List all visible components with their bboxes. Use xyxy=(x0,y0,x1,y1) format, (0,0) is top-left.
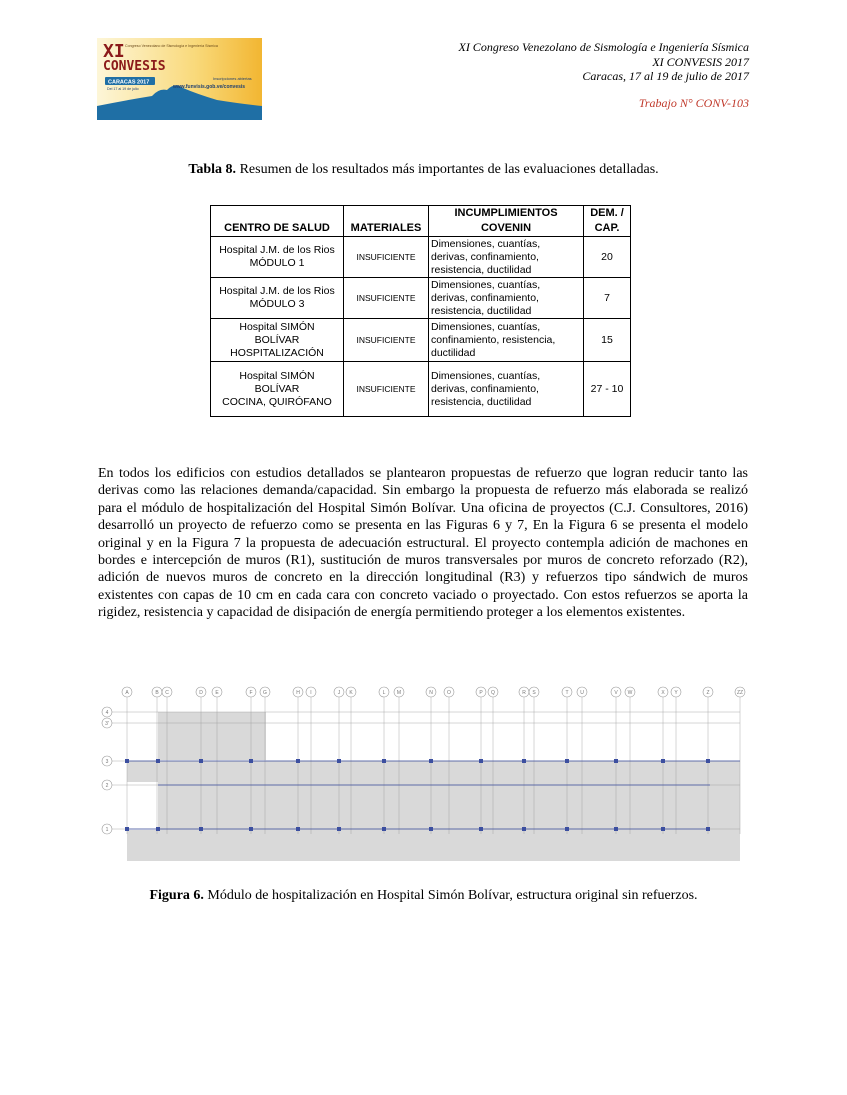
grid-column-label: F xyxy=(249,690,253,696)
grid-column-label: C xyxy=(165,690,169,696)
grid-column-label: Y xyxy=(674,690,678,696)
grid-column-label: N xyxy=(429,690,433,696)
column xyxy=(249,827,253,831)
logo-name: CONVESIS xyxy=(103,59,166,74)
column xyxy=(479,759,483,763)
grid-column-label: K xyxy=(349,690,353,696)
grid-column-label: J xyxy=(337,690,341,696)
logo-dates: Del 17 al 19 de julio xyxy=(107,87,139,91)
grid-column-label: M xyxy=(396,690,402,696)
centro-line: Hospital J.M. de los Rios xyxy=(219,244,335,256)
figure-caption-text: Módulo de hospitalización en Hospital Simón Bolívar, estructura original sin refuerzos. xyxy=(203,888,698,903)
column xyxy=(522,827,526,831)
cell-dem-cap: 15 xyxy=(584,319,631,362)
column xyxy=(429,827,433,831)
centro-line: COCINA, QUIRÓFANO xyxy=(222,395,332,408)
table-caption-text: Resumen de los resultados más importantes de las evaluaciones detalladas. xyxy=(236,162,659,177)
grid-column-label: I xyxy=(310,690,312,696)
grid-column-label: S xyxy=(532,690,536,696)
column xyxy=(156,827,160,831)
inc-line: derivas, confinamiento, xyxy=(431,291,539,304)
centro-line: Hospital SIMÓN xyxy=(239,320,315,333)
logo-registration: Inscripciones abiertas xyxy=(213,76,252,81)
figure-caption xyxy=(0,888,847,904)
congress-dates: Caracas, 17 al 19 de julio de 2017 xyxy=(582,69,749,83)
inc-line: resistencia, ductilidad xyxy=(431,304,532,317)
grid-row-label: 1 xyxy=(105,827,109,833)
inc-line: Dimensiones, cuantías, xyxy=(431,369,541,382)
grid-column-label: G xyxy=(263,690,267,696)
table-header-row xyxy=(211,206,631,237)
cell-dem-cap: 20 xyxy=(584,237,631,278)
logo-subtitle: Congreso Venezolano de Sismología e Ingeniería Sísmica xyxy=(125,44,218,48)
cell-incumplimientos xyxy=(429,362,584,417)
column xyxy=(199,759,203,763)
inc-line: derivas, confinamiento, xyxy=(431,250,539,263)
grid-column-label: T xyxy=(565,690,569,696)
conference-header xyxy=(458,40,749,110)
grid-column-label: A xyxy=(125,690,129,696)
centro-line: MÓDULO 3 xyxy=(249,298,305,310)
table-row xyxy=(211,362,631,417)
column xyxy=(614,827,618,831)
logo-roman: XI xyxy=(103,41,125,62)
figure-caption-label: Figura 6. xyxy=(149,888,204,903)
centro-line: MÓDULO 1 xyxy=(249,257,305,269)
paper-number: Trabajo N° CONV-103 xyxy=(638,95,749,110)
column xyxy=(337,827,341,831)
column xyxy=(156,759,160,763)
grid-column-label: V xyxy=(614,690,618,696)
column xyxy=(479,827,483,831)
column xyxy=(125,827,129,831)
body-paragraph: En todos los edificios con estudios detallados se plantearon propuestas de refuerzo que logran reducir tanto las derivas como las relaciones demanda/capacidad. Sin embargo la propuesta de refuerzo más elaborada se realizó para el módulo de hospitalización del Hospital Simón Bolívar. Una oficina de proyectos (C.J. Consultores, 2016) desarrolló un proyecto de refuerzo como se presenta en las Figuras 6 y 7, En la Figura 6 se presenta el modelo original y en la Figura 7 la propuesta de adecuación estructural. El proyecto contempla adición de machones en bordes e intercepción de muros (R1), sustitución de muros transversales por muros de concreto reforzado (R2), adición de nuevos muros de concreto en la dirección longitudinal (R3) y refuerzos tipo sándwich de muros existentes con capas de 10 cm en cada cara con concreto vaciado o proyectado. Con estos refuerzos se aporta la rigidez, resistencia y capacidad de disipación de energía permitiendo proteger a los elementos existentes. xyxy=(98,466,748,621)
results-table xyxy=(210,205,631,417)
column xyxy=(337,759,341,763)
inc-line: resistencia, ductilidad xyxy=(431,395,532,408)
grid-column-label: D xyxy=(199,690,203,696)
shaded-area xyxy=(158,712,266,760)
floor-plan-figure xyxy=(100,684,750,864)
header-materiales: MATERIALES xyxy=(344,206,429,237)
table-row xyxy=(211,237,631,278)
table-row xyxy=(211,319,631,362)
grid-column-label: Q xyxy=(491,690,495,696)
column xyxy=(565,759,569,763)
centro-line: BOLÍVAR xyxy=(254,382,300,395)
column xyxy=(382,759,386,763)
column xyxy=(706,827,710,831)
cell-centro xyxy=(211,278,344,319)
floor-plan-drawing xyxy=(100,684,750,864)
header-centro: CENTRO DE SALUD xyxy=(211,206,344,237)
table-row xyxy=(211,278,631,319)
column xyxy=(661,759,665,763)
inc-line: Dimensiones, cuantías, xyxy=(431,237,541,250)
grid-column-label: L xyxy=(382,690,386,696)
column xyxy=(522,759,526,763)
inc-line: confinamiento, resistencia, xyxy=(431,333,556,346)
cell-dem-cap: 7 xyxy=(584,278,631,319)
column xyxy=(565,827,569,831)
column xyxy=(125,759,129,763)
grid-column-label: O xyxy=(447,690,451,696)
column xyxy=(614,759,618,763)
cell-materiales: INSUFICIENTE xyxy=(344,237,429,278)
grid-column-label: W xyxy=(627,690,633,696)
congress-edition: XI CONVESIS 2017 xyxy=(652,54,749,69)
header-dem-cap-l2: CAP. xyxy=(594,222,620,234)
centro-line: Hospital J.M. de los Rios xyxy=(219,285,335,297)
convesis-logo xyxy=(97,38,262,120)
grid-column-label: P xyxy=(479,690,483,696)
table-caption xyxy=(0,162,847,178)
header-dem-cap-l1: DEM. / xyxy=(590,207,624,219)
centro-line: BOLÍVAR xyxy=(254,333,300,346)
inc-line: ductilidad xyxy=(431,346,476,359)
inc-line: Dimensiones, cuantías, xyxy=(431,320,541,333)
column xyxy=(382,827,386,831)
grid-column-label: R xyxy=(522,690,526,696)
grid-column-label: ZZ xyxy=(736,690,744,696)
cell-incumplimientos xyxy=(429,278,584,319)
cell-centro xyxy=(211,362,344,417)
grid-row-label: 3 xyxy=(105,759,109,765)
grid-row-label: 2 xyxy=(105,783,109,789)
cell-incumplimientos xyxy=(429,319,584,362)
cell-materiales: INSUFICIENTE xyxy=(344,362,429,417)
grid-column-label: Z xyxy=(706,690,710,696)
column xyxy=(296,827,300,831)
logo-url: www.funvisis.gob.ve/convesis xyxy=(173,84,246,90)
header-incumplimientos xyxy=(429,206,584,237)
grid-column-label: U xyxy=(580,690,584,696)
cell-dem-cap: 27 - 10 xyxy=(584,362,631,417)
convesis-logo-graphic xyxy=(97,38,262,120)
shaded-area xyxy=(127,761,740,861)
centro-line: HOSPITALIZACIÓN xyxy=(230,346,324,359)
grid-column-label: H xyxy=(296,690,300,696)
cell-centro xyxy=(211,237,344,278)
column xyxy=(199,827,203,831)
header-dem-cap xyxy=(584,206,631,237)
header-incumplimientos-l2: COVENIN xyxy=(480,222,532,234)
header-incumplimientos-l1: INCUMPLIMIENTOS xyxy=(454,207,558,219)
column xyxy=(296,759,300,763)
logo-city: CARACAS 2017 xyxy=(108,79,150,86)
cell-materiales: INSUFICIENTE xyxy=(344,319,429,362)
grid-row-label: 4 xyxy=(105,710,109,716)
grid-row-label: 3' xyxy=(105,721,109,727)
column xyxy=(249,759,253,763)
open-area xyxy=(127,782,158,830)
inc-line: resistencia, ductilidad xyxy=(431,263,532,276)
inc-line: derivas, confinamiento, xyxy=(431,382,539,395)
cell-centro xyxy=(211,319,344,362)
grid-column-label: E xyxy=(215,690,219,696)
grid-column-label: X xyxy=(661,690,665,696)
cell-materiales: INSUFICIENTE xyxy=(344,278,429,319)
cell-incumplimientos xyxy=(429,237,584,278)
column xyxy=(429,759,433,763)
inc-line: Dimensiones, cuantías, xyxy=(431,278,541,291)
congress-name: XI Congreso Venezolano de Sismología e Ingeniería Sísmica xyxy=(458,40,749,54)
grid-column-label: B xyxy=(155,690,159,696)
column xyxy=(706,759,710,763)
column xyxy=(661,827,665,831)
centro-line: Hospital SIMÓN xyxy=(239,369,315,382)
table-caption-label: Tabla 8. xyxy=(188,162,237,177)
